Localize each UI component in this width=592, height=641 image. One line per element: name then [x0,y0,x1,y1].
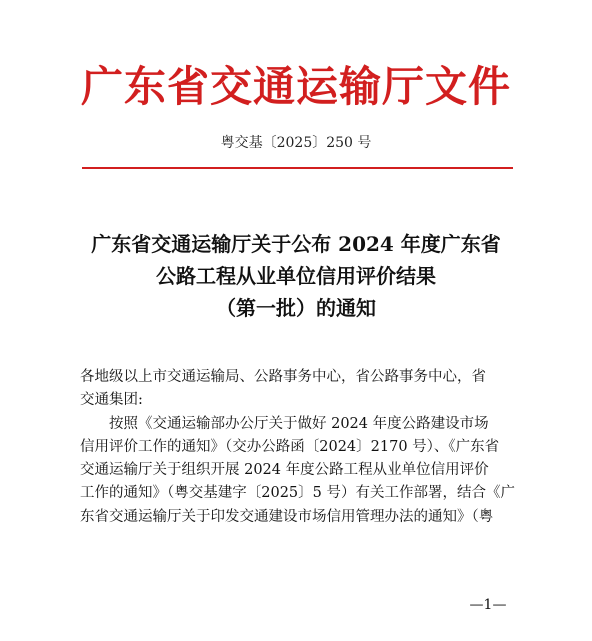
issuing-authority-header: 广东省交通运输厅文件 [80,62,511,111]
notice-body [80,366,520,529]
body-line: 工作的通知》（粤交基建字〔2025〕5 号）有关工作部署，结合《广 [80,485,515,502]
body-line: 信用评价工作的通知》（交办公路函〔2024〕2170 号）、《广东省 [80,438,500,455]
document-number: 粤交基〔2025〕250 号 [220,135,372,151]
body-line: 按照《交通运输部办公厅关于做好 2024 年度公路建设市场 [109,415,489,432]
page-number: —1— [469,597,507,613]
body-line: 交通集团: [80,392,143,409]
title-line: （第一批）的通知 [216,296,376,320]
notice-title [60,228,532,324]
body-line: 交通运输厅关于组织开展 2024 年度公路工程从业单位信用评价 [80,462,489,479]
red-divider-line [82,167,513,169]
title-line: 广东省交通运输厅关于公布 2024 年度广东省 [91,232,501,256]
title-line: 公路工程从业单位信用评价结果 [156,264,436,288]
body-line: 东省交通运输厅关于印发交通建设市场信用管理办法的通知》（粤 [80,508,494,525]
body-line: 各地级以上市交通运输局、公路事务中心，省公路事务中心，省 [80,369,486,385]
